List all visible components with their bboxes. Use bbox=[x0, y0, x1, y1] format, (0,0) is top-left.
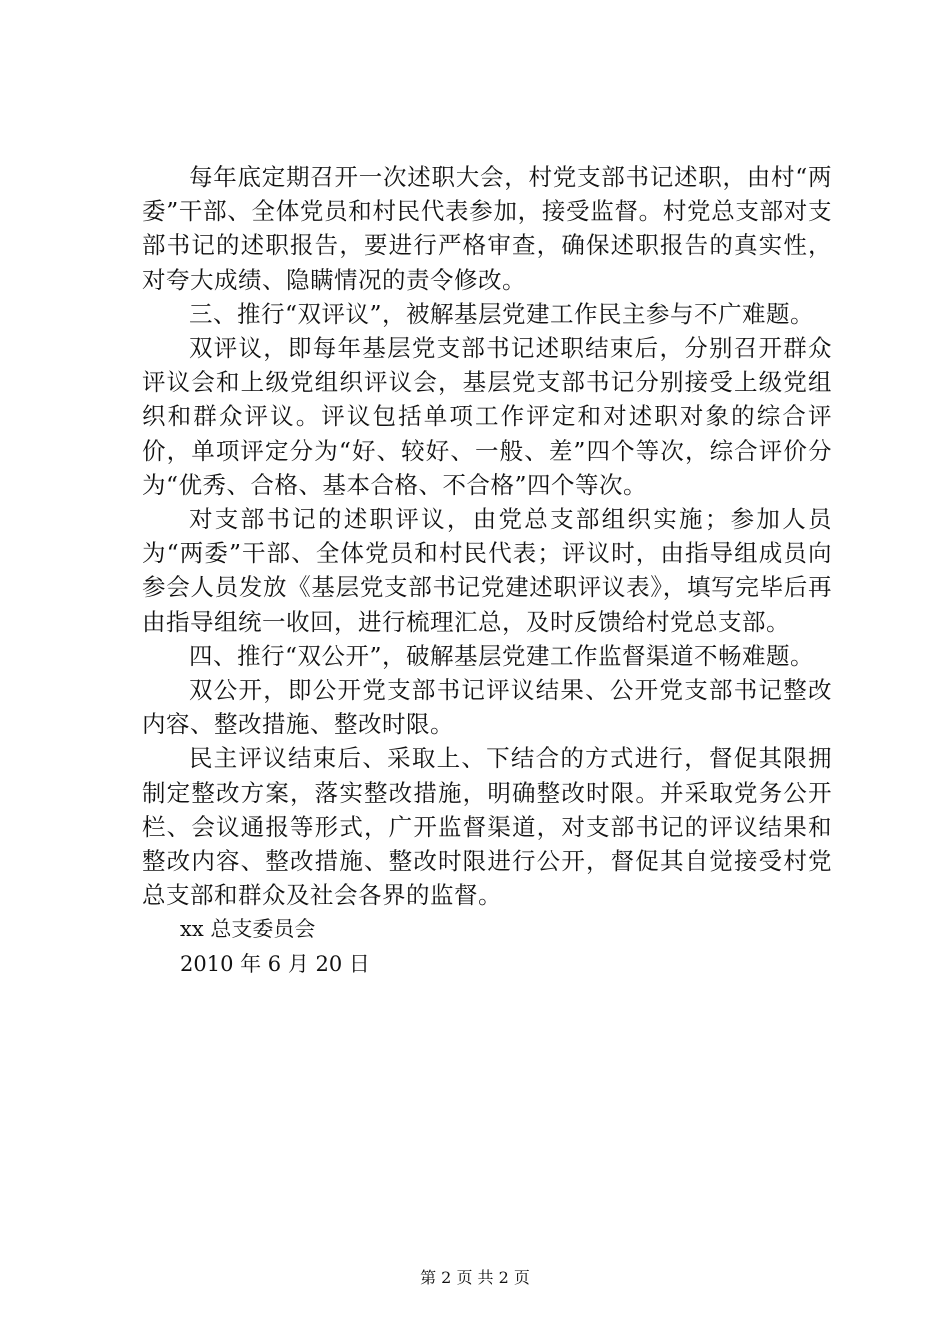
section-heading-4: 四、推行“双公开”，破解基层党建工作监督渠道不畅难题。 bbox=[189, 641, 815, 670]
document-body bbox=[142, 160, 832, 981]
paragraph-2: 双评议，即每年基层党支部书记述职结束后，分别召开群众评议会和上级党组织评议会，基层党支部书记分别接受上级党组织和群众评议。评议包括单项工作评定和对述职对象的综合评价，单项评定分为“好、较好、一般、差”四个等次，综合评价分为“优秀、合格、基本合格、不合格”四个等次。 bbox=[142, 334, 832, 499]
paragraph-3: 对支部书记的述职评议，由党总支部组织实施；参加人员为“两委”干部、全体党员和村民代表；评议时，由指导组成员向参会人员发放《基层党支部书记党建述职评议表》，填写完毕后再由指导组统一收回，进行梳理汇总，及时反馈给村党总支部。 bbox=[142, 505, 832, 636]
section-heading-3: 三、推行“双评议”，被解基层党建工作民主参与不广难题。 bbox=[189, 299, 815, 328]
paragraph-4: 双公开，即公开党支部书记评议结果、公开党支部书记整改内容、整改措施、整改时限。 bbox=[142, 676, 832, 739]
paragraph-1: 每年底定期召开一次述职大会，村党支部书记述职，由村“两委”干部、全体党员和村民代表参加，接受监督。村党总支部对支部书记的述职报告，要进行严格审查，确保述职报告的真实性，对夸大成绩、隐瞒情况的责令修改。 bbox=[142, 163, 832, 294]
page-footer: 第 2 页 共 2 页 bbox=[420, 1268, 530, 1287]
signature-org: xx 总支委员会 bbox=[180, 917, 316, 942]
paragraph-5: 民主评议结束后、采取上、下结合的方式进行，督促其限拥制定整改方案，落实整改措施，明确整改时限。并采取党务公开栏、会议通报等形式，广开监督渠道，对支部书记的评议结果和整改内容、整改措施、整改时限进行公开，督促其自觉接受村党总支部和群众及社会各界的监督。 bbox=[142, 744, 832, 910]
signature-date: 2010 年 6 月 20 日 bbox=[180, 951, 370, 976]
